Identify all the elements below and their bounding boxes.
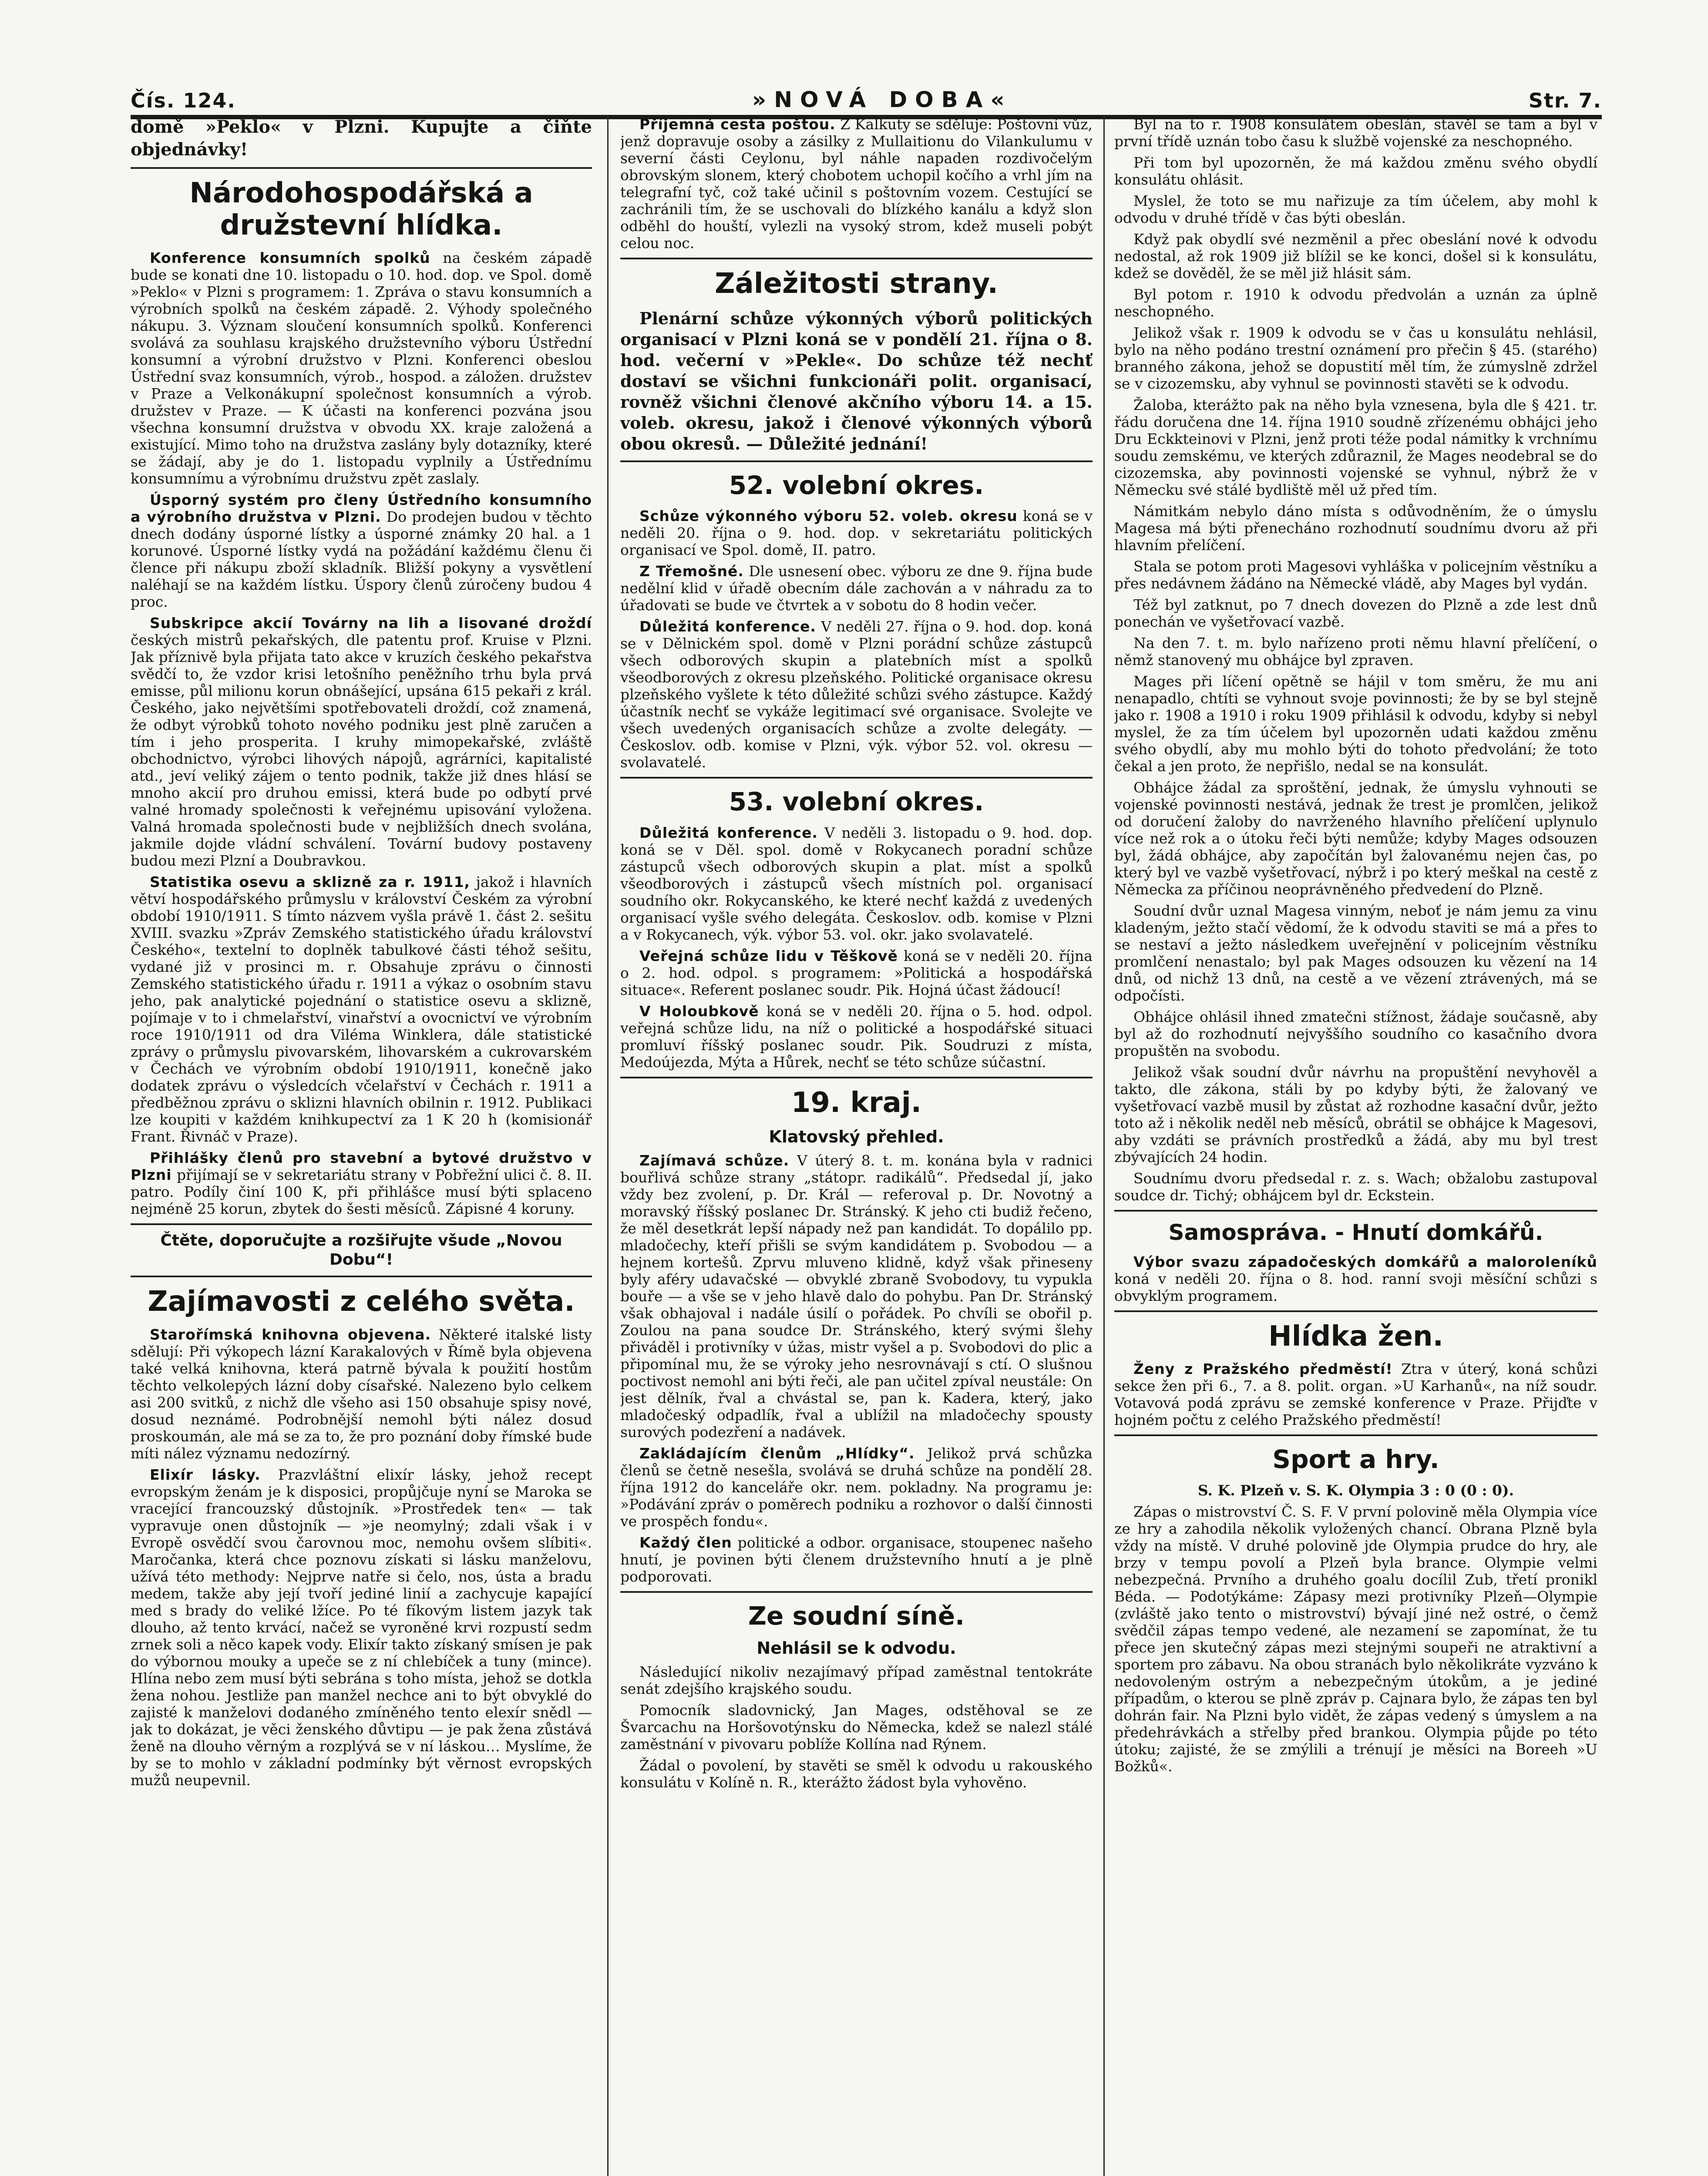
article xyxy=(620,563,1093,614)
article-text: Obhájce ohlásil ihned zmatečni stížnost, žádaje současně, aby byl až do rozhodnutí nejvyššího soudního co kasačního dvora propuštěn na svobodu. xyxy=(1114,1008,1597,1059)
article-text: Některé italské listy sdělují: Při výkopech lázní Karakalových v Římě byla objevena také velká knihovna, která patrně bývala k použití hostům těchto velkolepých lázní doby císařské. Nalezeno bylo celkem asi 200 svitků, z nichž dle všeho asi 150 obsahuje spisy nové, dosud neznámé. Podrobnější nemohl býti nález dosud proskoumán, ale má se za to, že pro poznání doby římské bude míti nález významu nedozírný. xyxy=(131,1326,592,1462)
article-text: Též byl zatknut, po 7 dnech dovezen do Plzně a zde lest dnů ponechán ve vyšetřovací vazbě. xyxy=(1114,596,1597,630)
article-text: Žádal o povolení, by stavěti se směl k odvodu u rakouského konsulátu v Kolíně n. R., kterážto žádost byla vyhověno. xyxy=(620,1757,1093,1791)
article-run-in: Starořímská knihovna objevena. xyxy=(150,1326,431,1343)
article-run-in: Veřejná schůze lidu v Těškově xyxy=(639,947,898,964)
article xyxy=(620,947,1093,998)
article-text: Byl na to r. 1908 konsulátem obeslán, stavěl se tam a byl v první třídě uznán tobo času k službě vojenské za neschopného. xyxy=(1114,116,1597,150)
article xyxy=(620,116,1093,252)
article-text: Pomocník sladovnický, Jan Mages, odstěhoval se ze Švarcachu na Horšovotýnsku do Německa, kdež se nalezl stálé zaměstnání v pivovaru poblíže Kollína nad Rýnem. xyxy=(620,1702,1093,1753)
article-run-in: Přihlášky členů pro stavební a bytové družstvo v Plzni xyxy=(131,1149,592,1184)
article-text: Soudní dvůr uznal Magesa vinným, neboť je nám jemu za vinu kladeným, ježto stačí vědomí, že k odvodu staviti se má a přes to se nestaví a ježto následkem uveřejnění v policejním věstníku promlčení nenastalo; byl pak Mages odsouzen ku vězení na 14 dnů, od nichž 13 dnů, na cestě a ve vězení ztrávených, má se odpočísti. xyxy=(1114,902,1597,1004)
article-text: Jelikož prvá schůzka členů se četně nesešla, svolává se druhá schůze na pondělí 28. října 1912 do kanceláře okr. nem. pokladny. Na programu je: »Podávání zpráv o poměrech podniku a rozhovor o další činnosti ve prospěch fondu«. xyxy=(620,1445,1093,1530)
article xyxy=(620,1534,1093,1585)
section-heading: 19. kraj. xyxy=(791,1086,922,1119)
article-text: Při tom byl upozorněn, že má každou změnu svého obydlí konsulátu ohlásit. xyxy=(1114,154,1597,188)
article-run-in: Elixír lásky. xyxy=(150,1466,261,1483)
article-text: Obhájce žádal za sproštění, jednak, že úmyslu vyhnouti se vojenské povinnosti nestává, jednak že trest je promlčen, jelikož od doručení žaloby do navrženého hlavního přelíčení uplynulo více než rok a o útoku řeči býti nemůže; kdyby Mages odsouzen byl, žádá obhájce, aby započítán byl žalovanému nejen čas, po který byl ve vazbě vyšetřovací, nýbrž i po který meškal na cestě z Německa za příčinou neoprávněného předvedení do Plzně. xyxy=(1114,779,1597,898)
article-text: Byl potom r. 1910 k odvodu předvolán a uznán za úplně neschopného. xyxy=(1114,286,1597,320)
divider xyxy=(1114,1434,1597,1436)
issue-number: Čís. 124. xyxy=(131,89,236,112)
divider xyxy=(620,460,1093,462)
article-text: Plenární schůze výkonných výborů politických organisací v Plzni koná se v pondělí 21. října o 8. hod. večerní v »Pekle«. Do schůze též nechť dostaví se všichni funkcionáři polit. organisací, rovněž všichni členové akčního výboru 14. a 15. voleb. okresu, jakož i členové výkonných výborů obou okresů. — Důležité jednání! xyxy=(620,308,1093,453)
article-text: českých mistrů pekařských, dle patentu prof. Kruise v Plzni. Jak příznivě byla přijata tato akce v kruzích českého pekařstva svědčí to, že vzdor krisi letošního peněžního trhu byla prvá emisse, půl milionu korun obnášející, upsána 615 pekaři z král. Českého, jako největšími spotřebovateli droždí, což znamená, že odbyt výrobků tohoto nového podniku jest plně zaručen a tím i jeho prosperita. I kruhy mimopekařské, zvláště obchodnictvo, výrobci lihových nápojů, agrárníci, kapitalisté atd., jeví veliký zájem o tento podnik, takže již dnes hlásí se mnoho akcií pro druhou emissi, která bude po odbytí prvé valné hromady společnosti k veřejnému upisování vyložena. Valná hromada společnosti bude v nejbližších dnech svolána, jakmile dojde vládní schválení. Tovární budovy postaveny budou mezi Plzní a Doubravkou. xyxy=(131,631,592,870)
article-text: politické a odbor. organisace, stoupenec našeho hnutí, je povinen býti členem družstevního hnutí a je plně podporovati. xyxy=(620,1534,1093,1585)
divider xyxy=(620,1591,1093,1593)
article-text: Soudnímu dvoru předsedal r. z. s. Wach; obžalobu zastupoval soudce dr. Tichý; obhájcem byl dr. Eckstein. xyxy=(1114,1170,1597,1204)
column-1 xyxy=(131,116,592,2176)
article-text: Námitkám nebylo dáno místa s odůvodněním, že o úmyslu Magesa má býti přenecháno rozhodnutí soudnímu dvoru až při hlavním přelíčení. xyxy=(1114,503,1597,554)
article xyxy=(620,507,1093,558)
article xyxy=(131,1326,592,1462)
article xyxy=(1114,1253,1597,1304)
article-run-in: Důležitá konference. xyxy=(639,618,816,635)
article-text: Mages při líčení opětně se hájil v tom směru, že mu ani nenapadlo, chtíti se vyhnout svoje povinnosti; že by se byl stejně jako r. 1908 a 1910 i roku 1909 přihlásil k odvodu, kdyby si nebyl myslel, že za tím účelem byl upozorněn udati každou změnu svého obydlí, aby mu mohlo býti do tohoto předvolání; že toto čekal a jen proto, že nepřišlo, nedal se na konsulát. xyxy=(1114,673,1597,775)
article-text: V neděli 3. listopadu o 9. hod. dop. koná se v Děl. spol. domě v Rokycanech poradní schůze zástupců všech odborových skupin a plat. míst a spolků všeodborových i zástupců všech místních pol. organisací soudního okr. Rokycanského, ke které nechť každá z uvedených organisací vyšle svého delegáta. Českoslov. odb. komise v Plzni a v Rokycanech, výk. výbor 53. vol. okr. jako svolavatelé. xyxy=(620,824,1093,943)
article-text: Když pak obydlí své nezměnil a přec obeslání nové k odvodu nedostal, až rok 1909 již blížil se ke konci, došel si k konsulátu, kdež se dověděl, že se měl již hlásit sám. xyxy=(1114,231,1597,282)
section-heading: Národohospodářská a družstevní hlídka. xyxy=(189,177,533,242)
section-subheading: Nehlásil se k odvodu. xyxy=(756,1638,956,1658)
article-run-in: Úsporný systém pro členy Ústředního konsumního a výrobního družstva v Plzni. xyxy=(131,491,592,526)
article-text: koná se v neděli 20. října o 9. hod. dop. v sekretariátu politických organisací ve Spol. domě, II. patro. xyxy=(620,507,1093,559)
section-heading: Hlídka žen. xyxy=(1268,1320,1443,1353)
article xyxy=(131,1466,592,1789)
article xyxy=(131,1149,592,1217)
article-text: Z Kalkuty se sděluje: Poštovní vůz, jenž dopravuje osoby a zásilky z Mullaitionu do Vilankulumu v severní části Ceylonu, byl náhle napaden rozdivočelým obrovským slonem, který chobotem uchopil kočího a vrhl jím na telegrafní tyč, což také učinil s poštovním vozem. Cestující se zachránili tím, že se uschovali do blízkého kanálu a když slon odběhl do houští, vylezli na vysoký strom, kdež museli pobýt celou noc. xyxy=(620,116,1093,252)
article-text: Do prodejen budou v těchto dnech dodány úsporné lístky a úsporné známky 20 hal. a 1 korunové. Úsporné lístky vydá na požádání každému členu či člence při nákupu zboží skladník. Bližší pokyny a vysvětlení naléhají se na každém lístku. Úspory členů zúročeny budou 4 proc. xyxy=(131,508,592,611)
article-run-in: Ženy z Pražského předměstí! xyxy=(1133,1360,1393,1378)
column-rule xyxy=(607,116,609,2176)
article-run-in: Z Třemošné. xyxy=(639,563,744,580)
column-rule xyxy=(1103,116,1105,2176)
article-text: Následující nikoliv nezajímavý případ zaměstnal tentokráte senát zdejšího krajského soudu. xyxy=(620,1663,1093,1698)
article-run-in: Statistika osevu a sklizně za r. 1911, xyxy=(150,873,471,891)
section-heading: Ze soudní síně. xyxy=(748,1601,965,1631)
section-heading: Sport a hry. xyxy=(1272,1444,1439,1474)
article-run-in: V Holoubkově xyxy=(639,1002,759,1020)
article xyxy=(1114,1360,1597,1428)
article-run-in: Zakládajícím členům „Hlídky“. xyxy=(639,1445,915,1462)
article xyxy=(131,615,592,869)
article-text: přijímají se v sekretariátu strany v Pobřežní ulici č. 8. II. patro. Podíly činí 100 K, při přihlášce musí býti splaceno nejméně 25 korun, zbytek do šesti měsíců. Zápisné 4 koruny. xyxy=(131,1166,592,1218)
article xyxy=(620,1445,1093,1530)
section-heading: 52. volební okres. xyxy=(729,470,984,500)
divider xyxy=(620,777,1093,779)
page-number: Str. 7. xyxy=(1528,89,1602,112)
article-text: Jelikož však soudní dvůr návrhu na propuštění nevyhověl a takto, dle zákona, stáli by po kdyby býti, že žalovaný ve vyšetřovací vazbě musil by zůstat až rozhodne kasační dvůr, ježto toto až i několik neděl neb měsíců, obrátil se obhájce k Magesovi, aby vzdáti se právních prostředků a žádá, aby mu byl trest zbývajících 24 hodin. xyxy=(1114,1064,1597,1165)
article-text: na českém západě bude se konati dne 10. listopadu o 10. hod. dop. ve Spol. domě »Peklo« v Plzni s programem: 1. Zpráva o stavu konsumních a výrobních spolků na českém západě. 2. Výhody společného nákupu. 3. Význam sloučení konsumních spolků. Konferenci svolává za souhlasu krajského družstevního výboru Ústřední konsumní a výrobní družstvo v Plzni. Konferenci obeslou Ústřední svaz konsumních, výrob., hospod. a záložen. družstev v Praze a Velkonákupní společnost konsumních a výrob. družstev v Praze. — K účasti na konferenci pozvána jsou všechna konsumní družstva v obvodu XX. kraje založená a existující. Mimo toho na družstva zaslány byly dotazníky, které se žádají, aby je do 1. listopadu vyplnily a Ústřednímu konsumnímu a výrobnímu družstvu zpět zaslaly. xyxy=(131,249,592,487)
article-text: koná v neděli 20. října o 8. hod. ranní svoji měsíční schůzi s obvyklým programem. xyxy=(1114,1270,1597,1304)
article-text: Na den 7. t. m. bylo nařízeno proti němu hlavní přelíčení, o němž stanovený mu obhájce byl zpraven. xyxy=(1114,635,1597,668)
article xyxy=(131,491,592,610)
article-run-in: Každý člen xyxy=(639,1534,732,1551)
article-text: Zápas o mistrovství Č. S. F. V první polovině měla Olympia více ze hry a zahodila několik vyložených chancí. Obrana Plzně byla vždy na místě. V druhé polovině jde Olympia prudce do hry, ale brzy v tempu povolí a Plzeň byla brance. Olympie velmi nebezpečná. Prvního a druhého goalu docílil Zub, třetí pronikl Béda. — Podotýkáme: Zápasy mezi protivníky Plzeň—Olympie (zvláště jako tento o mistrovství) bývají jiné než ostré, o čemž svědčil zápas tempo vedené, ale nezamení se zapomínat, že tu přece jen skutečný zápas mezi stejnými soupeři ne atraktivní a sportem pro zábavu. Na obou stranách bylo několikráte vyzváno k nedovoleným ostrým a nebezpečným útokům, a je jediné případům, o kterou se plně zpráv p. Cajnara bylo, že zápas ten byl dohrán fair. Na Plzni bylo vidět, že zápas vedený s úmyslem a na předehrávkách a střelby před brankou. Olympia půjde po této útoku; zajisté, že se zmýlili a trénují je měsíci na Boreeh »U Božků«. xyxy=(1114,1503,1597,1775)
article-text: Jelikož však r. 1909 k odvodu se v čas u konsulátu nehlásil, bylo na něho podáno trestní oznámení pro přečin § 45. (starého) branného zákona, jehož se dopustití měl tím, že zúmyslně zdržel se v cizozemsku, aby vyhnul se povinnosti stavěti se k odvodu. xyxy=(1114,324,1597,392)
article-text: Žaloba, kterážto pak na něho byla vznesena, byla dle § 421. tr. řádu doručena dne 14. října 1910 soudně zřízenému obhájci jeho Dru Eckkteinovi v Plzni, jenž proti téže podal námitky k vrchnímu soudu zemskému, ve kterých zdůraznil, že Mages neodebral se do cizozemska, aby povinnosti vojenské se vyhnul, nýbrž že v Německu své stálé bydliště měl už před tím. xyxy=(1114,396,1597,498)
article-run-in: Konference konsumních spolků xyxy=(150,249,430,267)
article-run-in: Výbor svazu západočeských domkářů a maloroleníků xyxy=(1133,1253,1597,1270)
article xyxy=(620,1152,1093,1441)
column-2 xyxy=(620,116,1093,2176)
article-text: koná se v neděli 20. října o 5. hod. odpol. veřejná schůze lidu, na níž o politické a hospodářské situaci promluví říšský poslanec soudr. Pik. Soudruzi z místa, Medoújezda, Mýta a Hůrek, nechť se této schůze súčastní. xyxy=(620,1002,1093,1071)
article-text: Ztra v úterý, koná schůzi sekce žen při 6., 7. a 8. polit. organ. »U Karhanů«, na níž soudr. Votavová podá zprávu se zemské konference v Praze. Přijďte v hojném počtu z celého Pražského předměstí! xyxy=(1114,1360,1597,1429)
article-run-in: Důležitá konference. xyxy=(639,824,818,841)
divider xyxy=(620,258,1093,259)
article-text: Stala se potom proti Magesovi vyhláška v policejním věstníku a přes nedávnem žádáno na Německé vládě, aby Mages byl vydán. xyxy=(1114,558,1597,592)
article-text: Dle usnesení obec. výboru ze dne 9. října bude nedělní klid v úřadě obecním dále zachován a v náhradu za to úřadovati se bude ve čtvrtek a v sobotu do 8 hodin večer. xyxy=(620,563,1093,614)
article-run-in: Zajímavá schůze. xyxy=(639,1152,790,1169)
article-text: jakož i hlavních větví hospodářského průmyslu v království Českém za výrobní období 1910/1911. S tímto názvem vyšla právě 1. část 2. sešitu XVIII. svazku »Zpráv Zemského statistického úřadu království Českého«, textelní to doplněk tabulkové části téhož sešitu, vydané již v prosinci m. r. Obsahuje zprávu o činnosti Zemského statistického úřadu r. 1911 a výkaz o osobním stavu jeho, pak analytické pojednání o statistice osevu a sklizně, pojímaje v to i chmelařství, vinařství a ovocnictví ve výrobním roce 1910/1911 od dra Viléma Winklera, dále statistické zprávy o průmyslu pivovarském, lihovarském a cukrovarském v Čechách ve výrobním období 1910/1911, konečně jako dodatek zprávu o výsledcích včelařství v Čechách r. 1911 a předběžnou zprávu o sklizni hlavních obilnin r. 1912. Publikaci lze koupiti v každém knihkupectví za 1 K 20 h (komisionář Frant. Řivnáč v Praze). xyxy=(131,873,592,1145)
article-text: koná se v neděli 20. října o 2. hod. odpol. s programem: »Politická a hospodářská situace«. Referent poslanec soudr. Pik. Hojná účast žádoucí! xyxy=(620,947,1093,998)
divider xyxy=(131,1276,592,1277)
article xyxy=(620,1003,1093,1071)
divider xyxy=(1114,1310,1597,1312)
article xyxy=(620,824,1093,943)
article-text: V neděli 27. října o 9. hod. dop. koná se v Dělnickém spol. domě v Plzni porádní schůze zástupců všech odborových skupin a platebních míst a spolků všeodborových z okresu plzeňského. Politické organisace okresu plzeňského vyšlete k této důležité schůzi svého zástupce. Každý účastník nechť se vykáže legitimací své organisace. Svolejte ve všech uvedených organisacích schůze a zvolte delegáty. — Českoslov. odb. komise v Plzni, výk. výbor 52. vol. okresu — svolavatelé. xyxy=(620,618,1093,771)
article-text: Prazvláštní elixír lásky, jehož recept evropským ženám je k disposici, propůjčuje nyní se Maroka se vracející francouzský důstojník. »Prostředek ten« — tak vypravuje onen důstojník — »je neomylný; zdali však i v Evropě osvědčí svou čarovnou moc, nemohu ovšem slíbiti«. Maročanka, která chce poznovu získati si lásku manželovu, užívá této methody: Nejprve natře si čelo, nos, ústa a bradu medem, takže aby její tvoří jediné linií a zachycuje kapající med s brady do veliké lžíce. Po té fíkovým listem jazyk tak dlouho, až tento krvácí, načež se vyroněné krvi rozpustí sedm zrnek soli a něco kapek vody. Elixír takto získaný smísen je pak do výbornou mouky a upeče se z ní chlebíček a tuny (mince). Hlína nebo zem musí býti sebrána s toho místa, jehož se dotkla žena nohou. Jestliže pan manžel nechce ani to být obvyklé do zajisté k manželovi dodaného zmíněného tento elexír snědl — jak to dokázat, je věci ženského důvtipu — je pak žena zůstává ženě na dlouho věrným a rozplývá se v ní láskou… Myslíme, že by se to mohlo v základní podmínky být věrnost evropských mužů neupevnil. xyxy=(131,1466,592,1789)
article xyxy=(131,873,592,1145)
divider xyxy=(131,1223,592,1225)
article-text: V úterý 8. t. m. konána byla v radnici bouřlivá schůze strany „státopr. radikálů“. Předsedal jí, jako vždy bez zvolení, p. Dr. Král — referoval p. Dr. Novotný a moravský říšský poslanec Dr. Stránský. K jeho cti budiž řečeno, že měl desetkrát lepší nápady než pan kandidát. To dopálilo pp. mladočechy, kteří přišli se svým kandidátem p. Svobodou — a hejnem kortešů. Zprvu mluveno klidně, když však přineseny byly aféry udavačské — obvyklé zbraně Svobodovy, tu vypukla bouře — a vše se v jeho hlavě dalo do pohybu. Pan Dr. Stránský však obhajoval i nadále úsilí o pořádek. Po chvíli se obořil p. Zoulou na pana soudce Dr. Stránského, který svými šlehy přiváděl i protivníky v úžas, mistr vyšel a p. Svobodovi do plic a připomínal mu, že se výroky jeho nesrovnávají s ctí. O slušnou poctivost nemohl ani býti řeči, ale pan učitel zpíval neustále: On jest dělník, řval a chvástal se, pan k. Kadera, který, jako mladočeský odpadlík, řval a ublížil na mladočechy spousty surových podezření a nadávek. xyxy=(620,1152,1093,1441)
divider xyxy=(620,1077,1093,1078)
article-text: Myslel, že toto se mu nařizuje za tím účelem, aby mohl k odvodu v druhé třídě v čas býti obeslán. xyxy=(1114,192,1597,226)
article-run-in: Subskripce akcií Továrny na lih a lisované droždí xyxy=(150,615,592,632)
divider xyxy=(1114,1210,1597,1212)
section-heading: Zajímavosti z celého světa. xyxy=(148,1286,575,1318)
masthead-title: »NOVÁ DOBA« xyxy=(752,87,1012,112)
article-run-in: Příjemná cesta poštou. xyxy=(639,116,836,133)
match-result: S. K. Plzeň v. S. K. Olympia 3 : 0 (0 : 0). xyxy=(1197,1481,1514,1499)
reader-appeal: Čtěte, doporučujte a rozšiřujte všude „Novou Dobu“! xyxy=(160,1232,562,1269)
divider xyxy=(131,167,592,169)
section-heading: Záležitosti strany. xyxy=(715,268,998,300)
column-3 xyxy=(1114,116,1597,2176)
page-header xyxy=(131,77,1602,119)
article xyxy=(131,249,592,487)
intro-line: domě »Peklo« v Plzni. Kupujte a čiňte objednávky! xyxy=(131,117,592,160)
section-heading: Samospráva. - Hnutí domkářů. xyxy=(1168,1220,1543,1245)
article xyxy=(620,618,1093,771)
article-run-in: Schůze výkonného výboru 52. voleb. okresu xyxy=(639,507,1018,525)
section-subheading: Klatovský přehled. xyxy=(769,1127,944,1146)
section-heading: 53. volební okres. xyxy=(729,787,984,817)
